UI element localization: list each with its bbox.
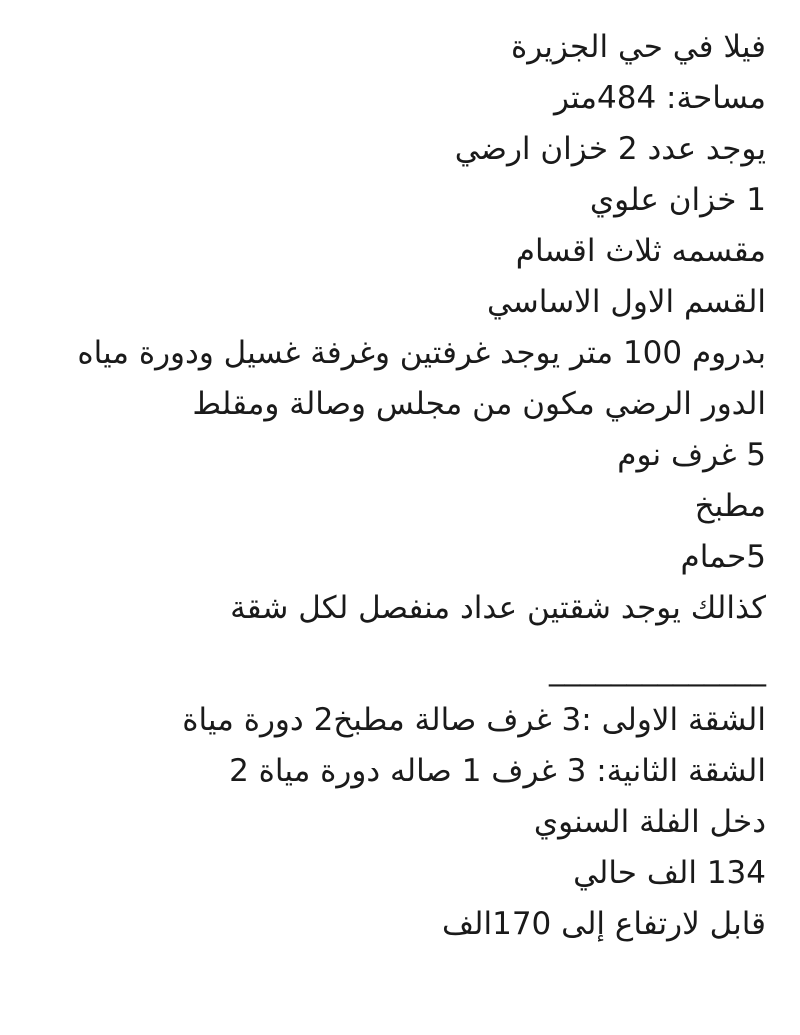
area-line: مساحة: 484متر bbox=[553, 80, 766, 116]
apartments-line: كذالك يوجد شقتين عداد منفصل لكل شقة bbox=[230, 590, 766, 626]
upper-tank-line: 1 خزان علوي bbox=[589, 182, 766, 218]
bathrooms-line: 5حمام bbox=[680, 539, 766, 575]
kitchen-line: مطبخ bbox=[694, 488, 766, 524]
ground-tanks-line: يوجد عدد 2 خزان ارضي bbox=[454, 131, 766, 167]
basement-line: بدروم 100 متر يوجد غرفتين وغرفة غسيل ودورة مياه bbox=[77, 335, 766, 371]
second-apartment-line: الشقة الثانية: 3 غرف 1 صاله دورة مياة 2 bbox=[229, 753, 766, 789]
separator-text: ______________ bbox=[549, 651, 766, 687]
potential-income-line: قابل لارتفاع إلى 170الف bbox=[441, 906, 766, 942]
annual-income-label: دخل الفلة السنوي bbox=[533, 804, 766, 840]
separator-line bbox=[30, 644, 766, 695]
first-apartment-line: الشقة الاولى :3 غرف صالة مطبخ2 دورة مياة bbox=[182, 702, 766, 738]
sections-line: مقسمه ثلاث اقسام bbox=[515, 233, 766, 269]
bedrooms-line: 5 غرف نوم bbox=[617, 437, 766, 473]
spacer bbox=[30, 634, 766, 644]
title-line: فيلا في حي الجزيرة bbox=[510, 29, 766, 65]
ground-floor-line: الدور الرضي مكون من مجلس وصالة ومقلط bbox=[192, 386, 766, 422]
main-section-line: القسم الاول الاساسي bbox=[486, 284, 766, 320]
current-income-line: 134 الف حالي bbox=[573, 855, 766, 891]
